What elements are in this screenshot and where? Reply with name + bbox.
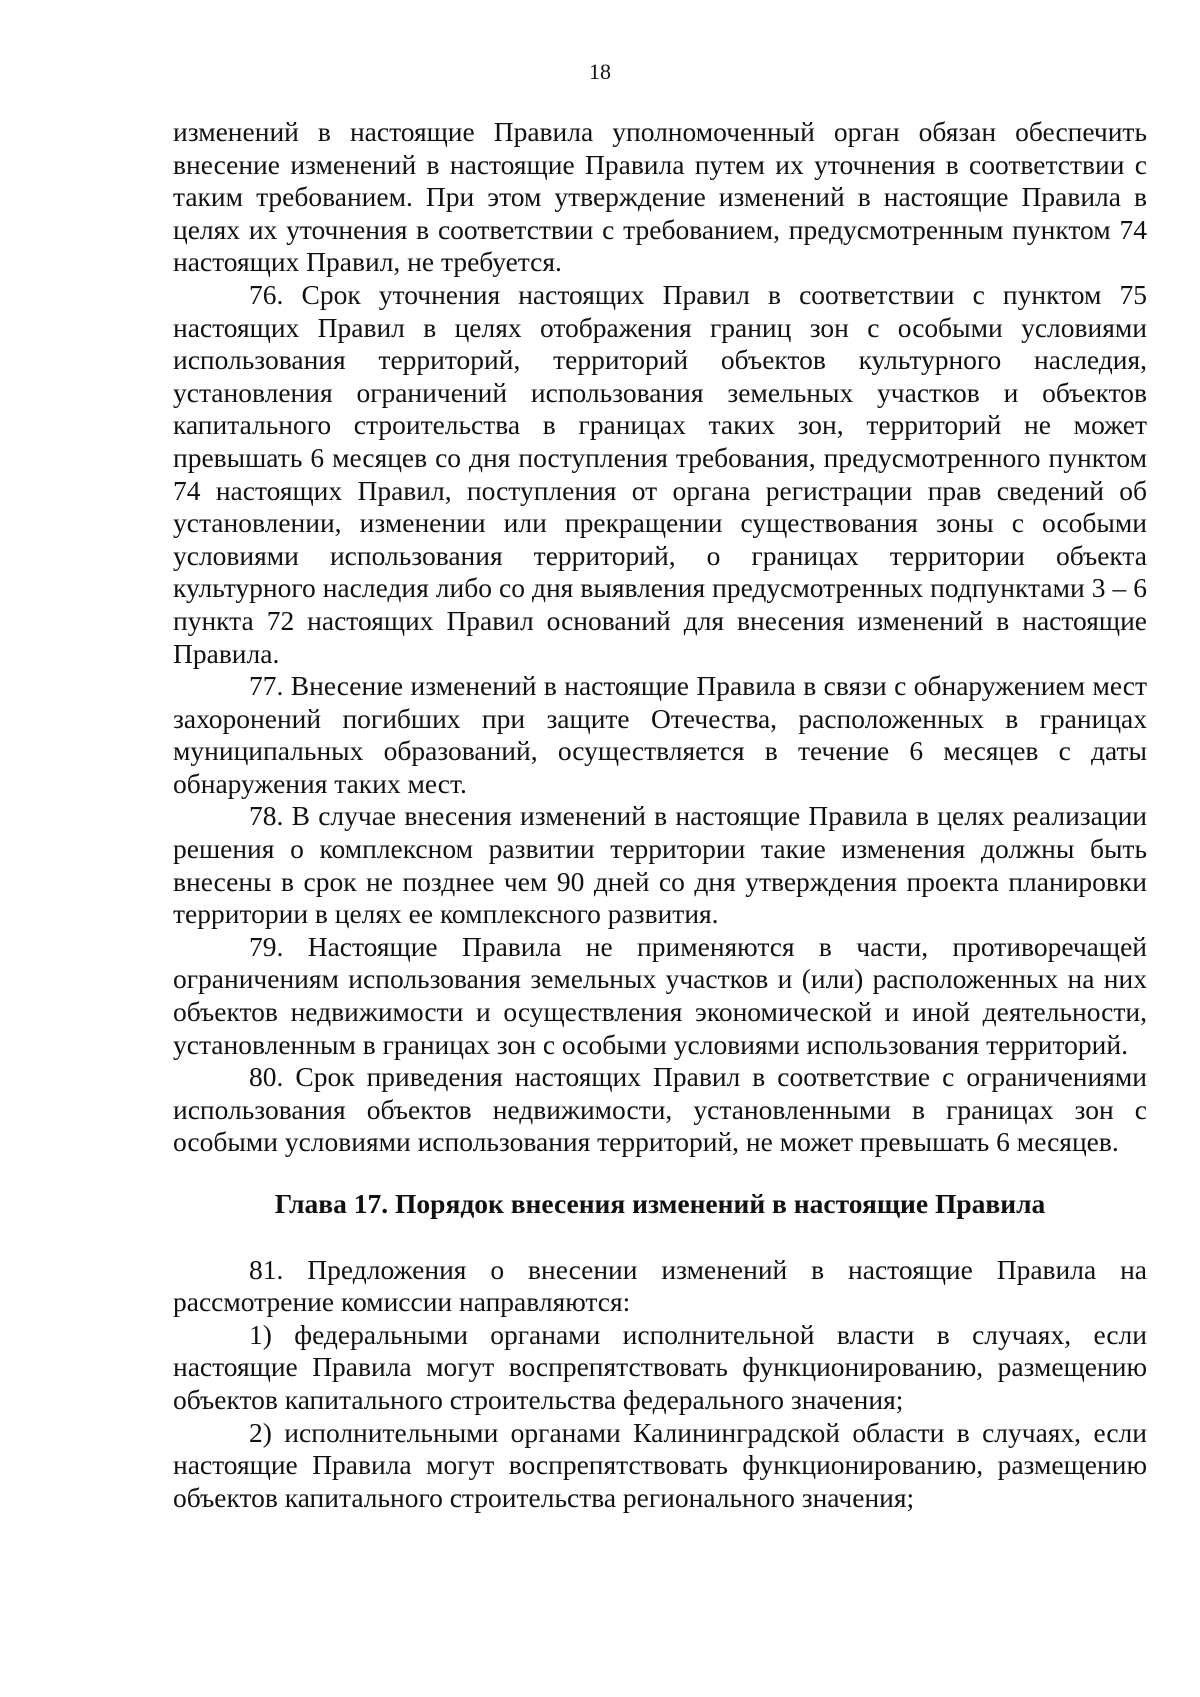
- paragraph-81: 81. Предложения о внесении изменений в настоящие Правила на рассмотрение комиссии направляются:: [173, 1253, 1147, 1318]
- list-item-2: 2) исполнительными органами Калининградской области в случаях, если настоящие Правила могут воспрепятствовать функционированию, размещению объектов капитального строительства регионального значения;: [173, 1416, 1147, 1513]
- page-number: 18: [589, 59, 611, 84]
- paragraph-78: 78. В случае внесения изменений в настоящие Правила в целях реализации решения о комплексном развитии территории такие изменения должны быть внесены в срок не позднее чем 90 дней со дня утверждения проекта планировки территории в целях ее комплексного развития.: [173, 800, 1147, 930]
- list-item-1: 1) федеральными органами исполнительной власти в случаях, если настоящие Правила могут воспрепятствовать функционированию, размещению объектов капитального строительства федерального значения;: [173, 1318, 1147, 1415]
- paragraph-continued: изменений в настоящие Правила уполномоченный орган обязан обеспечить внесение изменений в настоящие Правила путем их уточнения в соответствии с таким требованием. При этом утверждение изменений в настоящие Правила в целях их уточнения в соответствии с требованием, предусмотренным пунктом 74 настоящих Правил, не требуется.: [173, 116, 1147, 278]
- paragraph-79: 79. Настоящие Правила не применяются в части, противоречащей ограничениям использования земельных участков и (или) расположенных на них объектов недвижимости и осуществления экономической и иной деятельности, установленным в границах зон с особыми условиями использования территорий.: [173, 930, 1147, 1060]
- paragraph-77: 77. Внесение изменений в настоящие Правила в связи с обнаружением мест захоронений погибших при защите Отечества, расположенных в границах муниципальных образований, осуществляется в течение 6 месяцев с даты обнаружения таких мест.: [173, 670, 1147, 799]
- paragraph-80: 80. Срок приведения настоящих Правил в соответствие с ограничениями использования объектов недвижимости, установленными в границах зон с особыми условиями использования территорий, не может превышать 6 месяцев.: [173, 1061, 1147, 1158]
- document-body: [173, 116, 1147, 1514]
- chapter-heading: Глава 17. Порядок внесения изменений в настоящие Правила: [274, 1188, 1046, 1219]
- paragraph-76: 76. Срок уточнения настоящих Правил в соответствии с пунктом 75 настоящих Правил в целях отображения границ зон с особыми условиями использования территорий, территорий объектов культурного наследия, установления ограничений использования земельных участков и объектов капитального строительства в границах таких зон, территорий не может превышать 6 месяцев со дня поступления требования, предусмотренного пунктом 74 настоящих Правил, поступления от органа регистрации прав сведений об установлении, изменении или прекращении существования зоны с особыми условиями использования территорий, о границах территории объекта культурного наследия либо со дня выявления предусмотренных подпунктами 3 – 6 пункта 72 настоящих Правил оснований для внесения изменений в настоящие Правила.: [173, 278, 1147, 669]
